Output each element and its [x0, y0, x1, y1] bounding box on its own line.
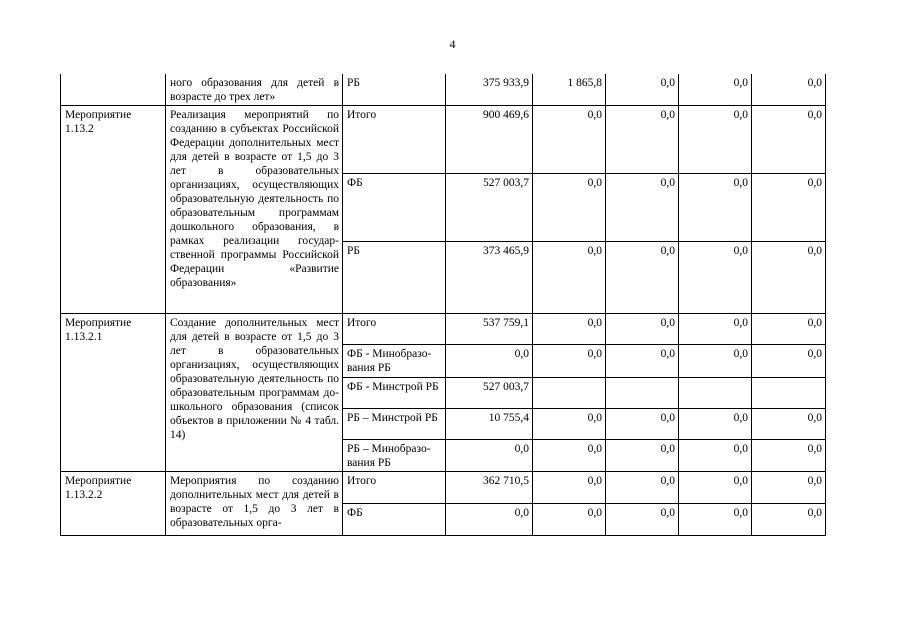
amount-cell: 0,0 — [752, 242, 826, 314]
activity-description-cell: Мероприятия по созданию дополнительных мест для детей в возрасте от 1,5 до 3 лет в образовательных орга- — [166, 472, 343, 536]
amount-cell: 0,0 — [679, 314, 752, 345]
funding-source-cell: РБ – Минстрой РБ — [343, 409, 446, 440]
funding-source-cell: РБ – Минобразования РБ — [343, 440, 446, 472]
funding-source-cell: ФБ — [343, 174, 446, 242]
amount-cell: 0,0 — [533, 472, 606, 504]
amount-cell: 373 465,9 — [446, 242, 533, 314]
table-row — [61, 106, 826, 174]
funding-source-cell: ФБ - Минстрой РБ — [343, 378, 446, 409]
amount-cell: 0,0 — [446, 504, 533, 536]
amount-cell: 537 759,1 — [446, 314, 533, 345]
amount-cell: 0,0 — [606, 440, 679, 472]
amount-cell: 527 003,7 — [446, 378, 533, 409]
funding-source-cell: Итого — [343, 314, 446, 345]
page-number: 4 — [449, 37, 456, 51]
amount-cell: 0,0 — [752, 472, 826, 504]
amount-cell — [752, 378, 826, 409]
amount-cell: 0,0 — [606, 504, 679, 536]
activity-name-cell: Мероприятие 1.13.2 — [61, 106, 166, 314]
amount-cell: 0,0 — [679, 74, 752, 106]
amount-cell: 0,0 — [533, 504, 606, 536]
amount-cell: 0,0 — [679, 440, 752, 472]
funding-source-cell: РБ — [343, 242, 446, 314]
amount-cell: 0,0 — [446, 440, 533, 472]
funding-source-cell: ФБ — [343, 504, 446, 536]
amount-cell: 0,0 — [679, 106, 752, 174]
activity-description-cell: Создание дополнительных мест для детей в возрасте от 1,5 до 3 лет в образовательных организациях, осуществляющих образовательную деятельность по образовательным программам дошкольного образования (список объектов в приложении № 4 табл. 14) — [166, 314, 343, 472]
amount-cell — [606, 378, 679, 409]
amount-cell: 0,0 — [606, 174, 679, 242]
amount-cell: 0,0 — [606, 74, 679, 106]
amount-cell: 0,0 — [606, 242, 679, 314]
amount-cell: 0,0 — [606, 345, 679, 378]
amount-cell: 0,0 — [679, 409, 752, 440]
amount-cell: 0,0 — [533, 345, 606, 378]
activity-description-cell: Реализация мероприятий по созданию в субъектах Российской Федерации дополнительных мест для детей в возрасте от 1,5 до 3 лет в образовательных организациях, осуществляющих образовательную деятельность по образовательным программам дошкольного образования, в рамках реализации государственной программы Российской Федерации «Развитие образования» — [166, 106, 343, 314]
amount-cell: 0,0 — [752, 314, 826, 345]
amount-cell: 0,0 — [752, 345, 826, 378]
budget-table — [60, 74, 826, 536]
amount-cell: 0,0 — [752, 409, 826, 440]
activity-name-cell: Мероприятие 1.13.2.2 — [61, 472, 166, 536]
amount-cell: 0,0 — [446, 345, 533, 378]
table-row — [61, 74, 826, 106]
activity-description-cell: ного образования для детей в возрасте до трех лет» — [166, 74, 343, 106]
amount-cell: 0,0 — [679, 174, 752, 242]
amount-cell: 0,0 — [533, 314, 606, 345]
amount-cell: 0,0 — [679, 504, 752, 536]
amount-cell: 0,0 — [752, 440, 826, 472]
table-row — [61, 472, 826, 504]
amount-cell: 527 003,7 — [446, 174, 533, 242]
amount-cell: 0,0 — [533, 409, 606, 440]
amount-cell: 1 865,8 — [533, 74, 606, 106]
amount-cell: 0,0 — [606, 106, 679, 174]
amount-cell: 10 755,4 — [446, 409, 533, 440]
activity-name-cell — [61, 74, 166, 106]
amount-cell: 362 710,5 — [446, 472, 533, 504]
amount-cell: 0,0 — [752, 106, 826, 174]
amount-cell: 0,0 — [679, 472, 752, 504]
amount-cell: 0,0 — [533, 242, 606, 314]
activity-name-cell: Мероприятие 1.13.2.1 — [61, 314, 166, 472]
funding-source-cell: Итого — [343, 472, 446, 504]
amount-cell — [679, 378, 752, 409]
amount-cell — [533, 378, 606, 409]
amount-cell: 0,0 — [752, 74, 826, 106]
amount-cell: 0,0 — [679, 242, 752, 314]
amount-cell: 0,0 — [533, 106, 606, 174]
amount-cell: 0,0 — [606, 314, 679, 345]
funding-source-cell: ФБ - Минобразования РБ — [343, 345, 446, 378]
amount-cell: 900 469,6 — [446, 106, 533, 174]
amount-cell: 375 933,9 — [446, 74, 533, 106]
amount-cell: 0,0 — [752, 174, 826, 242]
amount-cell: 0,0 — [752, 504, 826, 536]
amount-cell: 0,0 — [606, 472, 679, 504]
amount-cell: 0,0 — [533, 174, 606, 242]
amount-cell: 0,0 — [679, 345, 752, 378]
amount-cell: 0,0 — [533, 440, 606, 472]
table-row — [61, 314, 826, 345]
amount-cell: 0,0 — [606, 409, 679, 440]
funding-source-cell: РБ — [343, 74, 446, 106]
funding-source-cell: Итого — [343, 106, 446, 174]
